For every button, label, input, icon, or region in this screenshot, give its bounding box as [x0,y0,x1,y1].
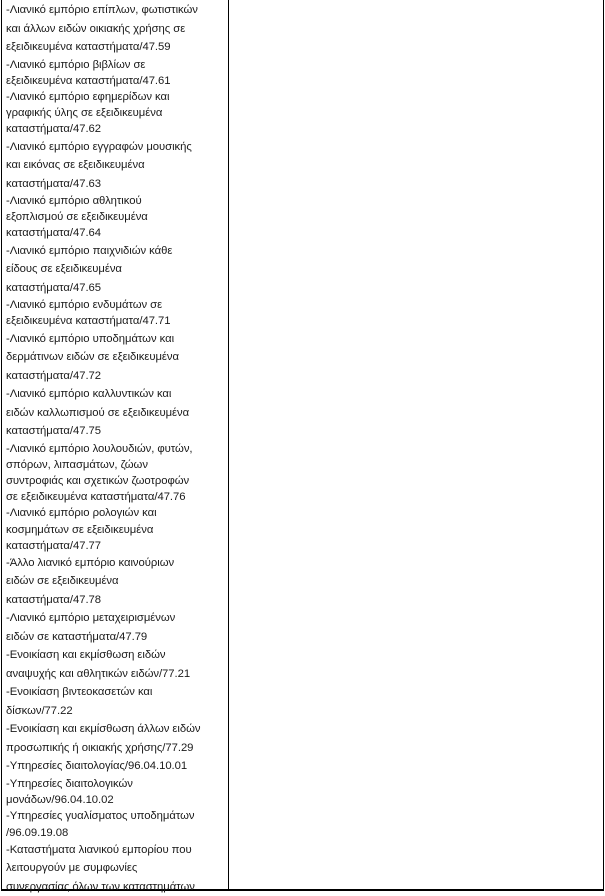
activity-entry-line: -Ενοικίαση και εκμίσθωση άλλων ειδών [6,723,201,736]
activity-entry-line: ειδών σε εξειδικευμένα [6,575,119,588]
activity-entry [6,441,226,506]
activity-entry-line: -Λιανικό εμπόριο υποδημάτων και [6,332,175,345]
activity-entry-line: -Καταστήματα λιανικού εμπορίου που [6,843,192,856]
activity-entry [6,57,226,89]
activity-entry-line: εξοπλισμού σε εξειδικευμένα [6,211,148,224]
activity-entry-line: -Λιανικό εμπόριο μεταχειρισμένων [6,612,176,625]
activity-entry-line: -Υπηρεσίες διαιτολογικών [6,777,133,790]
activity-entry [6,609,226,646]
activity-entry-line: -Λιανικό εμπόριο βιβλίων σε [6,58,146,71]
activity-entry [6,841,226,896]
activity-entry-line: -Υπηρεσίες γυαλίσματος υποδημάτων [6,810,195,823]
activity-entry-line: συνεργασίας όλων των καταστημάτων [6,880,195,893]
activity-entry [6,720,226,757]
activity-entry-line: -Ενοικίαση βιντεοκασετών και [6,686,153,699]
activity-entry [6,385,226,441]
column-divider [228,0,229,890]
activity-entry-line: -Λιανικό εμπόριο αθλητικού [6,195,142,208]
activity-entry-line: καταστήματα/47.64 [6,227,102,240]
activity-entry-line: εξειδικευμένα καταστήματα/47.59 [6,41,171,53]
activity-entry-line: εξειδικευμένα καταστήματα/47.71 [6,315,171,328]
activity-entry [6,1,226,57]
activity-entry [6,776,226,808]
activity-entry-line: καταστήματα/47.63 [6,177,102,190]
activity-entry-line: δερμάτινων ειδών σε εξειδικευμένα [6,351,179,364]
activity-entry-line: -Λιανικό εμπόριο εφημερίδων και [6,90,170,103]
activity-list-cell [6,1,226,896]
activity-entry [6,89,226,138]
activity-entry-line: -Λιανικό εμπόριο εγγραφών μουσικής [6,140,192,153]
activity-entry-line: /96.09.19.08 [6,826,69,839]
activity-entry-line: μονάδων/96.04.10.02 [6,794,114,807]
activity-entry [6,646,226,683]
activity-entry-line: -Υπηρεσίες διαιτολογίας/96.04.10.01 [6,760,188,773]
activity-entry-line: καταστήματα/47.75 [6,425,102,438]
activity-entry-line: -Λιανικό εμπόριο καλλυντικών και [6,388,172,401]
activity-entry-line: καταστήματα/47.77 [6,539,102,552]
activity-entry-line: και άλλων ειδών οικιακής χρήσης σε [6,22,186,35]
activity-entry-line: -Άλλο λιανικό εμπόριο καινούριων [6,556,175,569]
activity-entry-line: -Λιανικό εμπόριο λουλουδιών, φυτών, [6,442,193,455]
activity-entry [6,808,226,840]
activity-entry-line: προσωπικής ή οικιακής χρήσης/77.29 [6,741,194,754]
activity-entry-line: αναψυχής και αθλητικών ειδών/77.21 [6,667,191,680]
empty-right-cell [230,0,603,890]
activity-entry [6,505,226,554]
activity-entry-line: σπόρων, λιπασμάτων, ζώων [6,458,148,471]
activity-entry-line: λειτουργούν με συμφωνίες [6,862,138,875]
activity-entry-line: -Λιανικό εμπόριο ρολογιών και [6,507,157,520]
activity-entry-line: είδους σε εξειδικευμένα [6,263,122,276]
activity-entry-line: -Λιανικό εμπόριο παιχνιδιών κάθε [6,244,173,257]
activity-entry-line: καταστήματα/47.65 [6,281,102,294]
activity-entry-line: -Ενοικίαση και εκμίσθωση ειδών [6,649,166,662]
activity-entry-line: γραφικής ύλης σε εξειδικευμένα [6,107,163,120]
activity-entry-line: και εικόνας σε εξειδικευμένα [6,159,145,172]
activity-entry-line: -Λιανικό εμπόριο επίπλων, φωτιστικών [6,4,198,16]
activity-entry [6,193,226,242]
activity-entry-line: κοσμημάτων σε εξειδικευμένα [6,523,154,536]
activity-entry [6,138,226,194]
activity-entry [6,554,226,610]
activity-entry [6,757,226,776]
activity-entry [6,683,226,720]
activity-entry-line: σε εξειδικευμένα καταστήματα/47.76 [6,491,186,504]
activity-entry-line: -Λιανικό εμπόριο ενδυμάτων σε [6,299,163,312]
activity-table [1,0,604,891]
activity-entry [6,297,226,329]
activity-entry-line: καταστήματα/47.72 [6,369,102,382]
activity-entry-line: καταστήματα/47.78 [6,593,102,606]
activity-entry [6,330,226,386]
activity-entry-line: συντροφιάς και σχετικών ζωοτροφών [6,474,190,487]
activity-entry-line: δίσκων/77.22 [6,704,73,717]
activity-entry-line: εξειδικευμένα καταστήματα/47.61 [6,74,171,87]
activity-entry-line: καταστήματα/47.62 [6,123,102,136]
activity-entry [6,242,226,298]
activity-entry-line: ειδών καλλωπισμού σε εξειδικευμένα [6,406,190,419]
activity-entry-line: ειδών σε καταστήματα/47.79 [6,630,148,643]
